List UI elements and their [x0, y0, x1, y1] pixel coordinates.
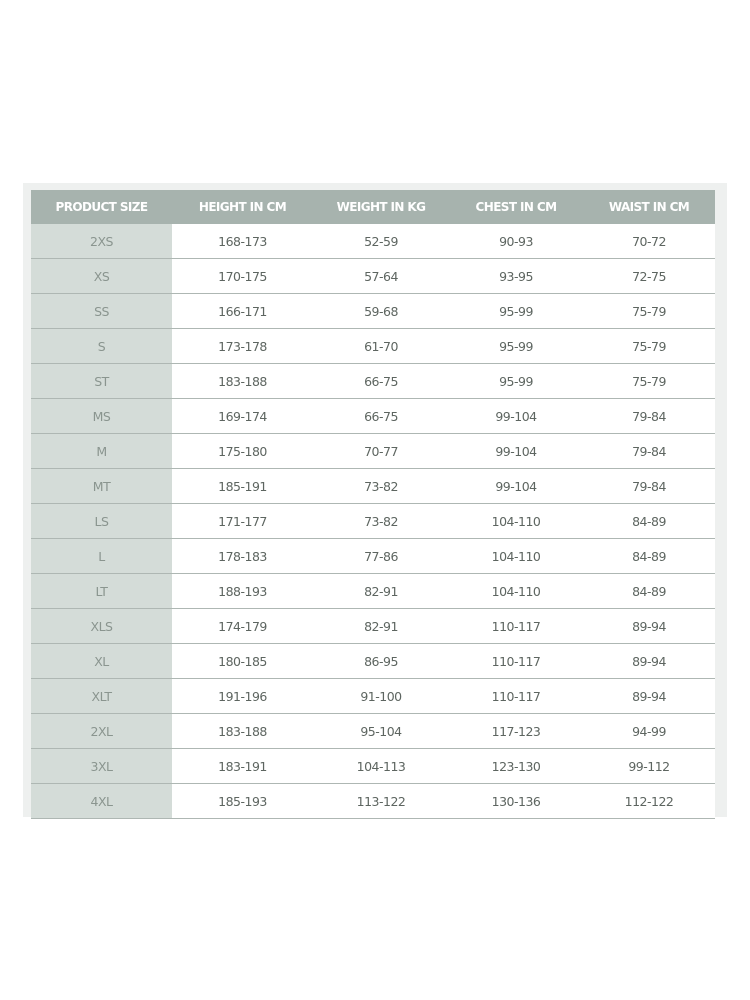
weight-cell: 73-82	[313, 469, 449, 504]
table-row	[31, 294, 715, 329]
header-product-size: PRODUCT SIZE	[31, 190, 172, 224]
chest-cell: 130-136	[449, 784, 583, 819]
size-cell: MT	[31, 469, 172, 504]
size-cell: 4XL	[31, 784, 172, 819]
waist-cell: 75-79	[583, 294, 715, 329]
chest-cell: 110-117	[449, 609, 583, 644]
height-cell: 166-171	[172, 294, 313, 329]
height-cell: 174-179	[172, 609, 313, 644]
size-cell: LS	[31, 504, 172, 539]
weight-cell: 104-113	[313, 749, 449, 784]
weight-cell: 70-77	[313, 434, 449, 469]
chest-cell: 110-117	[449, 679, 583, 714]
size-cell: MS	[31, 399, 172, 434]
waist-cell: 79-84	[583, 469, 715, 504]
height-cell: 170-175	[172, 259, 313, 294]
size-cell: L	[31, 539, 172, 574]
table-row	[31, 714, 715, 749]
chest-cell: 104-110	[449, 539, 583, 574]
table-row	[31, 399, 715, 434]
weight-cell: 82-91	[313, 609, 449, 644]
table-row	[31, 434, 715, 469]
height-cell: 188-193	[172, 574, 313, 609]
weight-cell: 59-68	[313, 294, 449, 329]
table-row	[31, 574, 715, 609]
size-cell: XL	[31, 644, 172, 679]
table-row	[31, 504, 715, 539]
size-cell: XLS	[31, 609, 172, 644]
waist-cell: 84-89	[583, 504, 715, 539]
height-cell: 191-196	[172, 679, 313, 714]
table-row	[31, 784, 715, 819]
weight-cell: 57-64	[313, 259, 449, 294]
chest-cell: 95-99	[449, 364, 583, 399]
table-row	[31, 224, 715, 259]
weight-cell: 52-59	[313, 224, 449, 259]
header-waist: WAIST IN CM	[583, 190, 715, 224]
chest-cell: 99-104	[449, 434, 583, 469]
size-cell: 2XL	[31, 714, 172, 749]
waist-cell: 72-75	[583, 259, 715, 294]
waist-cell: 79-84	[583, 434, 715, 469]
size-cell: S	[31, 329, 172, 364]
table-row	[31, 749, 715, 784]
chest-cell: 95-99	[449, 294, 583, 329]
table-row	[31, 539, 715, 574]
weight-cell: 95-104	[313, 714, 449, 749]
waist-cell: 75-79	[583, 364, 715, 399]
waist-cell: 84-89	[583, 539, 715, 574]
height-cell: 185-191	[172, 469, 313, 504]
weight-cell: 86-95	[313, 644, 449, 679]
height-cell: 168-173	[172, 224, 313, 259]
weight-cell: 66-75	[313, 364, 449, 399]
height-cell: 171-177	[172, 504, 313, 539]
waist-cell: 89-94	[583, 679, 715, 714]
weight-cell: 82-91	[313, 574, 449, 609]
chest-cell: 99-104	[449, 399, 583, 434]
table-row	[31, 364, 715, 399]
chest-cell: 110-117	[449, 644, 583, 679]
chest-cell: 90-93	[449, 224, 583, 259]
table-row	[31, 259, 715, 294]
waist-cell: 99-112	[583, 749, 715, 784]
waist-cell: 79-84	[583, 399, 715, 434]
height-cell: 183-188	[172, 364, 313, 399]
waist-cell: 75-79	[583, 329, 715, 364]
size-cell: LT	[31, 574, 172, 609]
size-cell: 3XL	[31, 749, 172, 784]
weight-cell: 66-75	[313, 399, 449, 434]
size-cell: 2XS	[31, 224, 172, 259]
waist-cell: 89-94	[583, 609, 715, 644]
size-cell: XS	[31, 259, 172, 294]
size-cell: M	[31, 434, 172, 469]
table-row	[31, 644, 715, 679]
height-cell: 180-185	[172, 644, 313, 679]
waist-cell: 70-72	[583, 224, 715, 259]
table-row	[31, 469, 715, 504]
chest-cell: 117-123	[449, 714, 583, 749]
height-cell: 183-188	[172, 714, 313, 749]
waist-cell: 89-94	[583, 644, 715, 679]
weight-cell: 113-122	[313, 784, 449, 819]
chest-cell: 93-95	[449, 259, 583, 294]
header-row	[31, 190, 715, 224]
chest-cell: 99-104	[449, 469, 583, 504]
table-row	[31, 329, 715, 364]
chest-cell: 104-110	[449, 574, 583, 609]
height-cell: 178-183	[172, 539, 313, 574]
chest-cell: 123-130	[449, 749, 583, 784]
size-cell: SS	[31, 294, 172, 329]
height-cell: 185-193	[172, 784, 313, 819]
size-chart-table	[31, 190, 715, 819]
header-chest: CHEST IN CM	[449, 190, 583, 224]
header-weight: WEIGHT IN KG	[313, 190, 449, 224]
weight-cell: 73-82	[313, 504, 449, 539]
height-cell: 183-191	[172, 749, 313, 784]
size-cell: XLT	[31, 679, 172, 714]
height-cell: 169-174	[172, 399, 313, 434]
weight-cell: 77-86	[313, 539, 449, 574]
waist-cell: 84-89	[583, 574, 715, 609]
table-row	[31, 609, 715, 644]
table-row	[31, 679, 715, 714]
header-height: HEIGHT IN CM	[172, 190, 313, 224]
waist-cell: 94-99	[583, 714, 715, 749]
height-cell: 175-180	[172, 434, 313, 469]
weight-cell: 91-100	[313, 679, 449, 714]
waist-cell: 112-122	[583, 784, 715, 819]
size-cell: ST	[31, 364, 172, 399]
chest-cell: 95-99	[449, 329, 583, 364]
height-cell: 173-178	[172, 329, 313, 364]
weight-cell: 61-70	[313, 329, 449, 364]
chest-cell: 104-110	[449, 504, 583, 539]
